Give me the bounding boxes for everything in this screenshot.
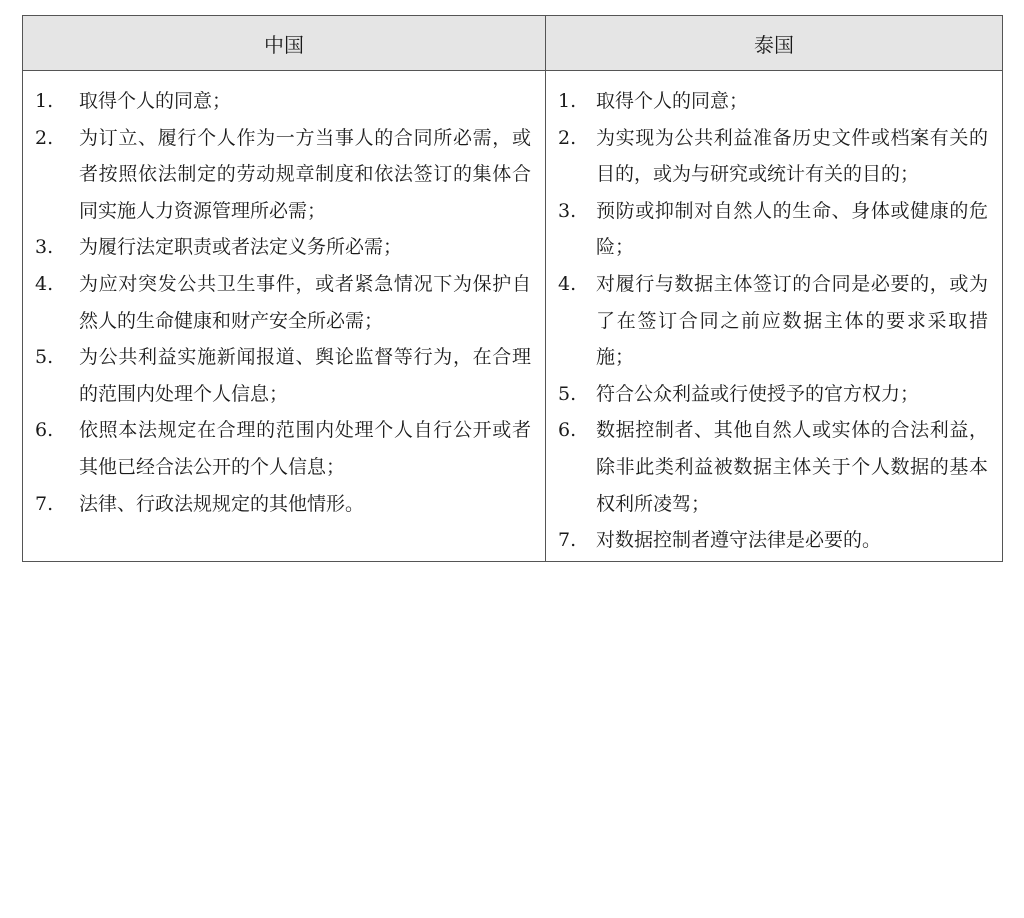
item-number: 1. xyxy=(35,90,54,112)
header-row xyxy=(23,16,1003,71)
thailand-list xyxy=(546,83,1002,559)
item-text: 取得个人的同意； xyxy=(596,90,749,112)
item-number: 7. xyxy=(558,529,577,552)
list-item xyxy=(23,486,545,523)
list-item xyxy=(546,120,1002,193)
list-item xyxy=(546,522,1002,559)
item-text: 对履行与数据主体签订的合同是必要的，或为了在签订合同之前应数据主体的要求采取措施； xyxy=(596,272,988,369)
item-number: 1. xyxy=(558,90,577,112)
list-item xyxy=(23,120,545,230)
item-text: 为订立、履行个人作为一方当事人的合同所必需，或者按照依法制定的劳动规章制度和依法签订的集体合同实施人力资源管理所必需； xyxy=(79,126,531,222)
header-china: 中国 xyxy=(23,16,546,71)
item-number: 4. xyxy=(35,272,54,295)
item-number: 2. xyxy=(35,126,54,149)
content-row xyxy=(23,71,1003,562)
item-number: 3. xyxy=(35,236,54,259)
list-item xyxy=(546,376,1002,413)
item-number: 6. xyxy=(558,419,577,442)
item-number: 3. xyxy=(558,199,577,222)
thailand-cell xyxy=(546,71,1003,562)
item-text: 取得个人的同意； xyxy=(79,90,232,112)
list-item xyxy=(23,229,545,266)
china-cell xyxy=(23,71,546,562)
item-number: 4. xyxy=(558,272,577,295)
list-item xyxy=(23,266,545,339)
item-text: 为实现为公共利益准备历史文件或档案有关的目的，或为与研究或统计有关的目的； xyxy=(596,126,988,186)
list-item xyxy=(23,83,545,120)
item-text: 预防或抑制对自然人的生命、身体或健康的危险； xyxy=(596,199,988,259)
item-number: 2. xyxy=(558,126,577,149)
header-thailand: 泰国 xyxy=(546,16,1003,71)
item-text: 为公共利益实施新闻报道、舆论监督等行为，在合理的范围内处理个人信息； xyxy=(79,346,531,405)
list-item xyxy=(546,266,1002,376)
document-page xyxy=(22,15,1002,562)
item-number: 7. xyxy=(35,492,54,515)
list-item xyxy=(23,412,545,485)
item-text: 为履行法定职责或者法定义务所必需； xyxy=(79,236,403,259)
item-text: 依照本法规定在合理的范围内处理个人自行公开或者其他已经合法公开的个人信息； xyxy=(79,419,531,478)
item-text: 为应对突发公共卫生事件，或者紧急情况下为保护自然人的生命健康和财产安全所必需； xyxy=(79,272,531,332)
item-text: 数据控制者、其他自然人或实体的合法利益，除非此类利益被数据主体关于个人数据的基本权利所凌驾； xyxy=(596,419,988,515)
item-text: 符合公众利益或行使授予的官方权力； xyxy=(596,382,920,405)
item-text: 对数据控制者遵守法律是必要的。 xyxy=(596,529,882,552)
item-number: 5. xyxy=(35,346,54,369)
item-number: 5. xyxy=(558,382,577,405)
list-item xyxy=(546,193,1002,266)
china-list xyxy=(23,83,545,522)
comparison-table xyxy=(22,15,1003,562)
list-item xyxy=(546,83,1002,120)
item-number: 6. xyxy=(35,419,54,442)
list-item xyxy=(546,412,1002,522)
item-text: 法律、行政法规规定的其他情形。 xyxy=(79,492,365,515)
list-item xyxy=(23,339,545,412)
